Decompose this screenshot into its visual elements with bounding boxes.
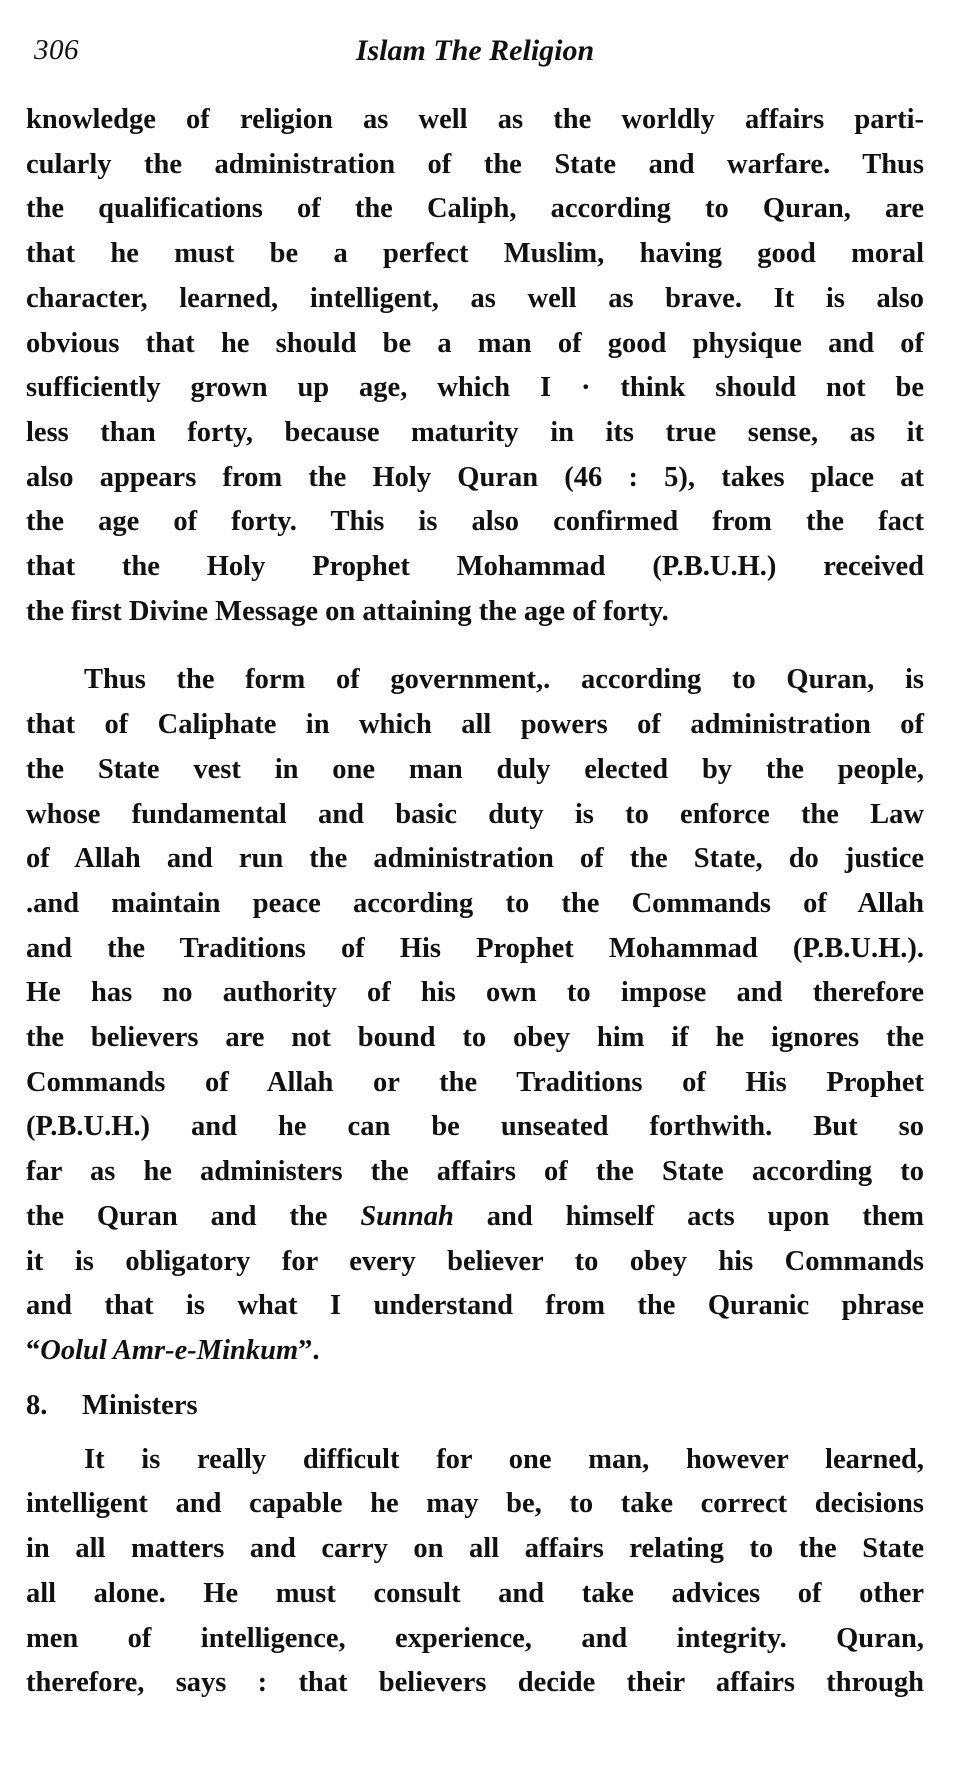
- text-line: that he must be a perfect Muslim, having good moral: [26, 238, 924, 270]
- running-title: Islam The Religion: [355, 34, 595, 67]
- text-line: the qualifications of the Caliph, according to Quran, are: [26, 193, 924, 225]
- text-line: sufficiently grown up age, which I · think should not be: [26, 372, 924, 404]
- text-line: Commands of Allah or the Traditions of His Prophet: [26, 1066, 924, 1098]
- text-line: intelligent and capable he may be, to take correct decisions: [26, 1488, 924, 1520]
- text-line: and the Traditions of His Prophet Mohammad (P.B.U.H.).: [26, 932, 924, 964]
- paragraph-ministers: [26, 1438, 924, 1706]
- text-line: in all matters and carry on all affairs relating to the State: [26, 1533, 924, 1565]
- text-line: the State vest in one man duly elected by the people,: [26, 753, 924, 785]
- text-line: [26, 1329, 924, 1374]
- text-line: that of Caliphate in which all powers of administration of: [26, 709, 924, 741]
- text-line: all alone. He must consult and take advices of other: [26, 1577, 924, 1609]
- text-line: men of intelligence, experience, and integrity. Quran,: [26, 1622, 924, 1654]
- open-quote: “: [26, 1334, 41, 1366]
- text-line: knowledge of religion as well as the worldly affairs parti-: [26, 104, 924, 135]
- text-line: far as he administers the affairs of the State according to: [26, 1156, 924, 1188]
- text-fragment: and himself acts upon them: [453, 1200, 924, 1232]
- paragraph-gap: [26, 634, 924, 658]
- text-line: and that is what I understand from the Quranic phrase: [26, 1290, 924, 1322]
- section-heading: [26, 1384, 924, 1428]
- text-line: also appears from the Holy Quran (46 : 5), takes place at: [26, 461, 924, 493]
- text-line: cularly the administration of the State and warfare. Thus: [26, 148, 924, 180]
- text-line: therefore, says : that believers decide their affairs through: [26, 1667, 924, 1699]
- text-line: He has no authority of his own to impose and therefore: [26, 977, 924, 1009]
- section-title: Ministers: [82, 1389, 198, 1421]
- text-line: it is obligatory for every believer to obey his Commands: [26, 1245, 924, 1277]
- text-line: character, learned, intelligent, as well as brave. It is also: [26, 282, 924, 314]
- text-line: .and maintain peace according to the Commands of Allah: [26, 887, 924, 919]
- page-header: [26, 30, 924, 98]
- close-quote: ”.: [298, 1334, 320, 1366]
- italic-phrase-oolul-amr: Oolul Amr-e-Minkum: [40, 1334, 299, 1366]
- text-line: of Allah and run the administration of the State, do justice: [26, 843, 924, 875]
- paragraph-caliph-qualifications: [26, 98, 924, 634]
- text-line: obvious that he should be a man of good physique and of: [26, 327, 924, 359]
- text-line: (P.B.U.H.) and he can be unseated forthwith. But so: [26, 1111, 924, 1143]
- paragraph-form-of-government: [26, 658, 924, 1373]
- text-line: the age of forty. This is also confirmed from the fact: [26, 506, 924, 538]
- text-line: the first Divine Message on attaining the age of forty.: [26, 595, 669, 627]
- section-number: 8.: [26, 1389, 48, 1421]
- text-line: less than forty, because maturity in its true sense, as it: [26, 416, 924, 448]
- text-line: that the Holy Prophet Mohammad (P.B.U.H.) received: [26, 551, 924, 583]
- text-line: Thus the form of government,. according to Quran, is: [84, 664, 924, 696]
- text-fragment: the Quran and the: [26, 1200, 361, 1232]
- text-line: It is really difficult for one man, however learned,: [84, 1443, 924, 1475]
- page-number: 306: [34, 34, 79, 66]
- text-line: [26, 1195, 924, 1240]
- text-line: the believers are not bound to obey him if he ignores the: [26, 1022, 924, 1054]
- italic-term-sunnah: Sunnah: [360, 1200, 454, 1232]
- text-line: whose fundamental and basic duty is to enforce the Law: [26, 798, 924, 830]
